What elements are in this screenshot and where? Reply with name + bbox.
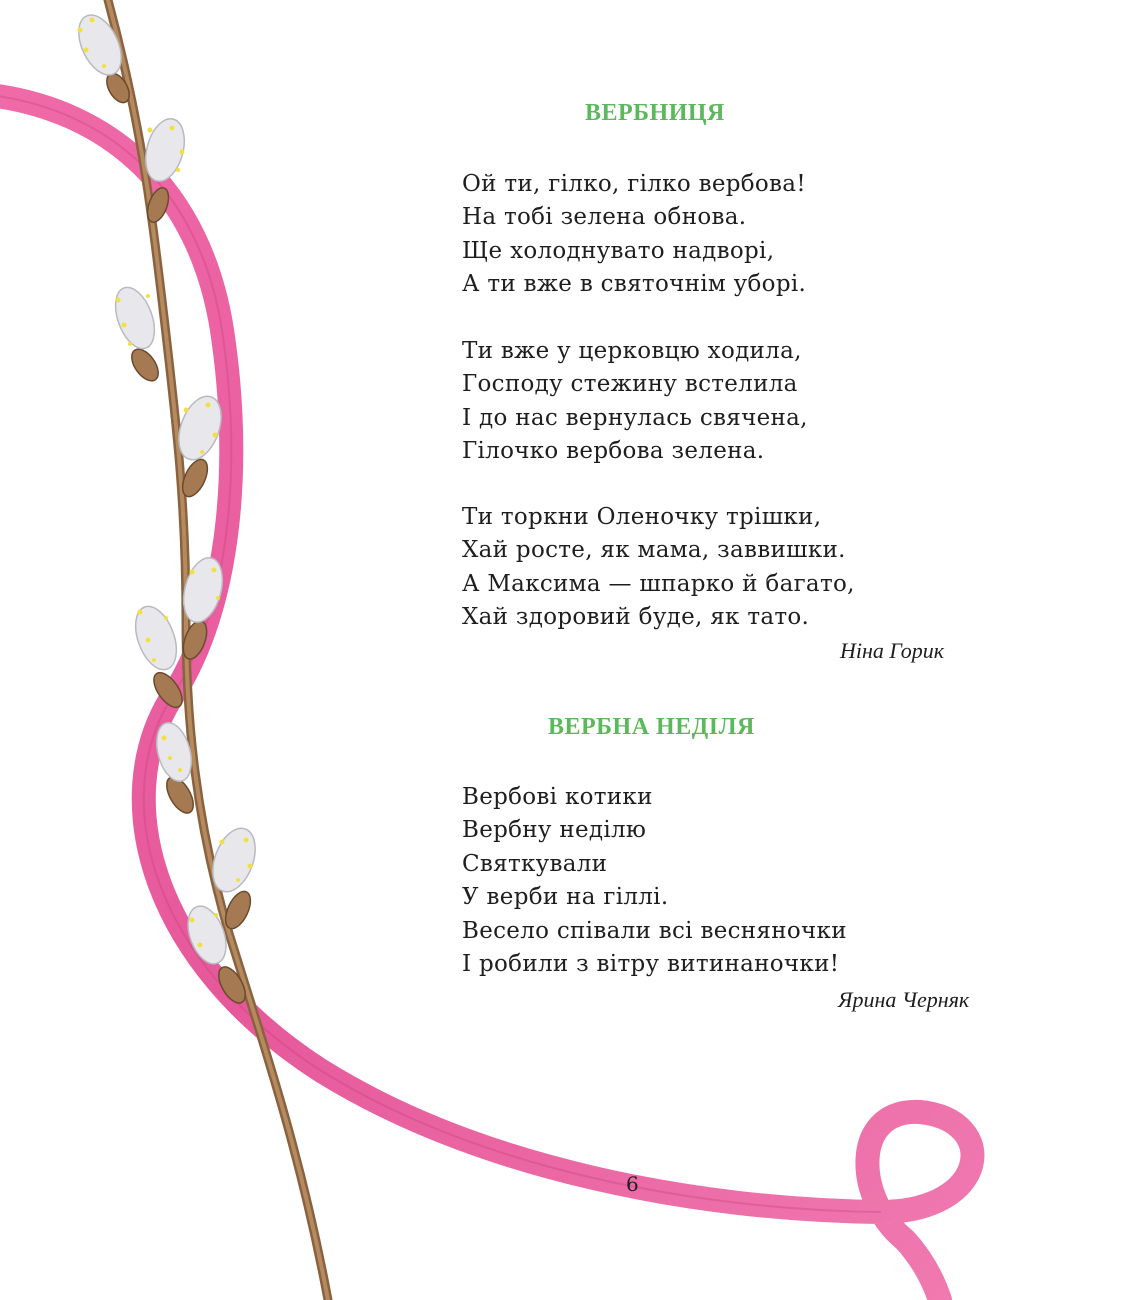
poem-line: Ти вже у церковцю ходила,: [462, 338, 802, 364]
poem-line: Вербну неділю: [462, 817, 647, 844]
poem-line: Хай здоровий буде, як тато.: [462, 604, 810, 631]
poem-title-verbna-nedilia: ВЕРБНА НЕДІЛЯ: [548, 714, 755, 740]
poem-line: Хай росте, як мама, заввишки.: [462, 537, 846, 564]
poem-line: Ще холоднувато надворі,: [462, 237, 775, 264]
poem-line: У верби на гіллі.: [462, 884, 669, 911]
poem2-author: Ярина Черняк: [838, 987, 970, 1012]
poem-line: Весело співали всі весняночки: [462, 917, 847, 944]
poem1-stanza-1: [462, 168, 806, 302]
poem1-stanza-3: [462, 501, 855, 635]
poem-line: На тобі зелена обнова.: [462, 204, 747, 231]
poem-line: Святкували: [462, 850, 608, 877]
willow-branch-icon: [70, 0, 328, 1300]
poem-title-verbnytsia: ВЕРБНИЦЯ: [585, 100, 725, 126]
poem-line: І до нас вернулась свячена,: [462, 404, 808, 431]
poem-line: А Максима — шпарко й багато,: [462, 570, 855, 597]
poem-line: Вербові котики: [462, 784, 653, 810]
poem2-stanza: [462, 781, 847, 981]
poem1-author: Ніна Горик: [840, 638, 945, 663]
page-number: 6: [626, 1172, 639, 1196]
poem-line: А ти вже в святочнім уборі.: [462, 271, 807, 298]
poem1-stanza-2: [462, 335, 808, 469]
poem-line: І робили з вітру витинаночки!: [462, 951, 840, 978]
poem-line: Гілочко вербова зелена.: [462, 438, 765, 465]
poem-line: Ти торкни Оленочку трішки,: [462, 504, 822, 530]
poem-line: Господу стежину встелила: [462, 371, 798, 398]
poem-line: Ой ти, гілко, гілко вербова!: [462, 171, 806, 197]
